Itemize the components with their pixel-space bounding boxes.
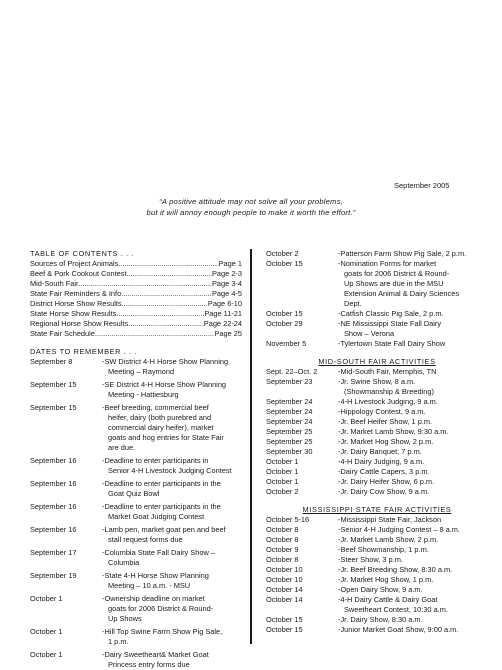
newsletter-date: September 2005 <box>394 181 450 190</box>
event-row <box>30 403 242 453</box>
event-date: September 23 <box>266 377 313 386</box>
right-column <box>266 249 488 635</box>
toc-leader-dots <box>128 319 204 329</box>
event-row <box>266 535 488 545</box>
event-description <box>102 650 242 670</box>
toc-leader-dots <box>95 329 215 339</box>
event-date: September 15 <box>30 403 77 412</box>
event-description-line: Meeting – Raymond <box>108 367 175 376</box>
event-date: September 24 <box>266 417 313 426</box>
toc-item-page: Page 11-21 <box>204 309 242 318</box>
event-description-line: -Deadline to enter participants in <box>102 456 209 465</box>
event-row <box>266 377 488 397</box>
event-date: November 5 <box>266 339 307 348</box>
event-date: October 29 <box>266 319 303 328</box>
toc-item-page: Page 25 <box>214 329 242 338</box>
event-row <box>266 487 488 497</box>
event-description-line: -Steer Show, 3 p.m. <box>338 555 403 564</box>
event-description-line: -Open Dairy Show, 9 a.m. <box>338 585 423 594</box>
event-description <box>338 259 488 309</box>
event-row <box>266 615 488 625</box>
event-description-line: -Beef breeding, commercial beef <box>102 403 209 412</box>
event-date: September 8 <box>30 357 73 366</box>
msfair-events-list <box>266 515 488 635</box>
event-description <box>102 479 242 499</box>
event-description <box>338 319 488 339</box>
event-date: September 19 <box>30 571 77 580</box>
toc-item-title: State Horse Show Results <box>30 309 117 318</box>
event-row <box>266 417 488 427</box>
event-row <box>266 515 488 525</box>
upcoming-events-list <box>266 249 488 349</box>
event-description-line: Market Goat Judging Contest <box>108 512 205 521</box>
event-row <box>30 594 242 624</box>
event-description-line: -Nomination Forms for market <box>338 259 437 268</box>
event-date: September 15 <box>30 380 77 389</box>
event-date: October 10 <box>266 565 303 574</box>
toc-item-title: District Horse Show Results <box>30 299 122 308</box>
event-description <box>338 367 488 377</box>
toc-item-title: Sources of Project Animals <box>30 259 119 268</box>
event-description-line: -Jr. Market Hog Show, 2 p.m. <box>338 437 434 446</box>
event-description-line: Up Shows <box>108 614 142 623</box>
event-description-line: -Dairy Cattle Capers, 3 p.m. <box>338 467 430 476</box>
toc-item-title: State Fair Reminders & Info <box>30 289 122 298</box>
event-description-line: -Jr. Dairy Show, 8:30 a.m. <box>338 615 423 624</box>
event-description-line: (Showmanship & Breeding) <box>344 387 434 396</box>
event-row <box>30 380 242 400</box>
event-description-line: heifer, dairy (both purebred and <box>108 413 212 422</box>
toc-item-title: Regional Horse Show Results <box>30 319 129 328</box>
event-date: October 2 <box>266 249 299 258</box>
event-description-line: -4-H Dairy Cattle & Dairy Goat <box>338 595 438 604</box>
event-description-line: -Jr. Beef Heifer Show, 1 p.m. <box>338 417 433 426</box>
event-row <box>266 595 488 615</box>
event-date: October 5-16 <box>266 515 310 524</box>
event-description <box>338 249 488 259</box>
event-row <box>266 625 488 635</box>
toc-item-title: Mid-South Fair <box>30 279 79 288</box>
event-row <box>266 397 488 407</box>
event-date: September 16 <box>30 456 77 465</box>
event-description-line: -Jr. Market Hog Show, 1 p.m. <box>338 575 434 584</box>
event-date: October 1 <box>30 594 63 603</box>
event-description <box>102 357 242 377</box>
event-row <box>266 319 488 339</box>
quote <box>0 197 502 218</box>
event-description <box>102 548 242 568</box>
event-description-line: -NE Mississippi State Fall Dairy <box>338 319 442 328</box>
toc-item-page: Page 2-3 <box>212 269 242 278</box>
event-row <box>266 427 488 437</box>
event-description <box>338 467 488 477</box>
event-row <box>266 467 488 477</box>
event-description-line: -Mid-South Fair, Memphis, TN <box>338 367 437 376</box>
event-description-line: -Senior 4-H Judging Contest – 8 a.m. <box>338 525 461 534</box>
event-row <box>30 525 242 545</box>
event-description <box>102 594 242 624</box>
quote-line: “A positive attitude may not solve all your problems, <box>159 197 343 206</box>
event-date: September 25 <box>266 437 313 446</box>
event-description-line: Meeting - Hattiesburg <box>108 390 179 399</box>
event-date: September 16 <box>30 479 77 488</box>
event-description <box>338 339 488 349</box>
event-description-line: -SW District 4-H Horse Show Planning <box>102 357 229 366</box>
event-description-line: -Ownership deadline on market <box>102 594 205 603</box>
toc-item <box>30 309 242 319</box>
event-row <box>30 650 242 670</box>
event-description-line: -Columbia State Fall Dairy Show – <box>102 548 215 557</box>
event-description <box>338 397 488 407</box>
event-description-line: Meeting – 10 a.m. - MSU <box>108 581 191 590</box>
event-description <box>338 377 488 397</box>
event-description-line: Up Shows are due in the MSU <box>344 279 444 288</box>
event-description-line: goats and hog entries for State Fair <box>108 433 224 442</box>
event-row <box>266 309 488 319</box>
event-description-line: are due. <box>108 443 136 452</box>
event-description-line: -Jr. Swine Show, 8 a.m. <box>338 377 416 386</box>
event-date: October 10 <box>266 575 303 584</box>
toc-item <box>30 329 242 339</box>
event-description-line: Goat Quiz Bowl <box>108 489 160 498</box>
event-description-line: -SE District 4-H Horse Show Planning <box>102 380 227 389</box>
event-description-line: -Jr. Market Lamb Show, 2 p.m. <box>338 535 439 544</box>
event-description-line: -Tylertown State Fall Dairy Show <box>338 339 446 348</box>
event-description <box>338 615 488 625</box>
event-row <box>30 571 242 591</box>
event-description <box>338 447 488 457</box>
event-date: October 1 <box>266 477 299 486</box>
event-description <box>338 477 488 487</box>
toc-heading: TABLE OF CONTENTS . . . <box>30 249 135 258</box>
event-description <box>338 525 488 535</box>
event-date: October 8 <box>266 535 299 544</box>
event-row <box>266 367 488 377</box>
event-date: September 16 <box>30 525 77 534</box>
event-description-line: -4-H Dairy Judging, 9 a.m. <box>338 457 425 466</box>
event-description-line: -Dairy Sweetheart& Market Goat <box>102 650 209 659</box>
event-date: October 1 <box>30 650 63 659</box>
event-description-line: Princess entry forms due <box>108 660 190 669</box>
toc-item <box>30 299 242 309</box>
event-row <box>266 407 488 417</box>
event-description-line: -Jr. Dairy Banquet, 7 p.m. <box>338 447 422 456</box>
event-date: October 1 <box>266 457 299 466</box>
event-row <box>266 437 488 447</box>
event-description <box>338 309 488 319</box>
event-date: October 8 <box>266 555 299 564</box>
event-description-line: Show – Verona <box>344 329 395 338</box>
event-row <box>266 565 488 575</box>
toc-item-page: Page 1 <box>218 259 242 268</box>
toc-list <box>30 259 242 339</box>
event-description-line: -Lamb pen, market goat pen and beef <box>102 525 226 534</box>
toc-leader-dots <box>127 269 212 279</box>
toc-leader-dots <box>122 299 208 309</box>
event-description-line: -Patterson Farm Show Pig Sale, 2 p.m. <box>338 249 467 258</box>
toc-item-page: Page 4-5 <box>212 289 242 298</box>
msfair-section-title: MISSISSIPPI STATE FAIR ACTIVITIES <box>302 505 452 514</box>
event-description-line: -Deadline to enter participants in the <box>102 502 221 511</box>
event-date: October 9 <box>266 545 299 554</box>
dates-list <box>30 357 242 670</box>
event-row <box>266 585 488 595</box>
midsouth-events-list <box>266 367 488 497</box>
event-description-line: -Jr. Beef Breeding Show, 8:30 a.m. <box>338 565 453 574</box>
event-description <box>338 437 488 447</box>
event-description-line: Extension Animal & Dairy Sciences <box>344 289 460 298</box>
toc-item-title: State Fair Schedule <box>30 329 95 338</box>
event-description-line: -Jr. Market Lamb Show, 9:30 a.m. <box>338 427 449 436</box>
event-description-line: stall request forms due <box>108 535 183 544</box>
toc-item-page: Page 22-24 <box>203 319 242 328</box>
left-column <box>30 249 242 670</box>
event-description <box>102 403 242 453</box>
event-description <box>338 535 488 545</box>
toc-item <box>30 269 242 279</box>
event-row <box>266 545 488 555</box>
event-date: October 14 <box>266 595 303 604</box>
event-description <box>338 595 488 615</box>
event-date: Sept. 22–Oct. 2 <box>266 367 318 376</box>
event-date: September 30 <box>266 447 313 456</box>
dates-heading: DATES TO REMEMBER . . . <box>30 347 138 356</box>
event-description-line: -Junior Market Goat Show, 9:00 a.m. <box>338 625 459 634</box>
event-description <box>338 625 488 635</box>
toc-item <box>30 319 242 329</box>
event-description-line: goats for 2006 District & Round- <box>344 269 450 278</box>
event-description <box>102 627 242 647</box>
event-description-line: -Mississippi State Fair, Jackson <box>338 515 442 524</box>
event-description <box>102 502 242 522</box>
event-description <box>102 456 242 476</box>
event-description <box>102 571 242 591</box>
toc-leader-dots <box>121 289 212 299</box>
column-divider <box>250 249 252 644</box>
event-description-line: -State 4-H Horse Show Planning <box>102 571 209 580</box>
event-row <box>266 259 488 309</box>
toc-leader-dots <box>116 309 204 319</box>
event-description <box>338 555 488 565</box>
midsouth-section-title: MID-SOUTH FAIR ACTIVITIES <box>318 357 436 366</box>
event-description <box>338 457 488 467</box>
event-description-line: -Jr. Dairy Heifer Show, 6 p.m. <box>338 477 435 486</box>
event-date: October 1 <box>30 627 63 636</box>
toc-item-page: Page 3-4 <box>212 279 242 288</box>
event-description <box>338 487 488 497</box>
event-description-line: Dept. <box>344 299 362 308</box>
event-description <box>338 585 488 595</box>
event-description <box>338 565 488 575</box>
event-date: October 1 <box>266 467 299 476</box>
event-row <box>266 525 488 535</box>
event-date: October 8 <box>266 525 299 534</box>
event-description-line: -Beef Showmanship, 1 p.m. <box>338 545 429 554</box>
event-date: October 15 <box>266 309 303 318</box>
event-row <box>266 575 488 585</box>
quote-line: but it will annoy enough people to make it worth the effort.” <box>146 207 356 217</box>
event-row <box>30 479 242 499</box>
event-date: September 25 <box>266 427 313 436</box>
event-description-line: -Hippology Contest, 9 a.m. <box>338 407 426 416</box>
event-row <box>30 456 242 476</box>
event-description <box>338 407 488 417</box>
toc-item <box>30 289 242 299</box>
event-date: October 15 <box>266 259 303 268</box>
event-date: September 16 <box>30 502 77 511</box>
event-description-line: -Hill Top Swine Farm Show Pig Sale, <box>102 627 223 636</box>
event-row <box>30 502 242 522</box>
event-row <box>30 357 242 377</box>
toc-item <box>30 259 242 269</box>
event-date: October 2 <box>266 487 299 496</box>
event-row <box>30 548 242 568</box>
event-description-line: commercial dairy heifer), market <box>108 423 214 432</box>
event-description <box>338 417 488 427</box>
toc-item-page: Page 6-10 <box>207 299 242 308</box>
event-description-line: 1 p.m. <box>108 637 129 646</box>
event-description <box>338 427 488 437</box>
event-description-line: Columbia <box>108 558 140 567</box>
event-row <box>266 555 488 565</box>
event-row <box>266 457 488 467</box>
event-date: October 15 <box>266 625 303 634</box>
event-description-line: Sweetheart Contest, 10:30 a.m. <box>344 605 448 614</box>
event-description <box>338 515 488 525</box>
event-date: October 14 <box>266 585 303 594</box>
event-date: October 15 <box>266 615 303 624</box>
event-description-line: -4-H Livestock Judging, 9 a.m. <box>338 397 438 406</box>
toc-item-title: Beef & Pork Cookout Contest <box>30 269 127 278</box>
event-description-line: Senior 4-H Livestock Judging Contest <box>108 466 232 475</box>
event-description-line: -Catfish Classic Pig Sale, 2 p.m. <box>338 309 444 318</box>
event-date: September 17 <box>30 548 77 557</box>
event-description-line: goats for 2006 District & Round- <box>108 604 214 613</box>
event-row <box>266 339 488 349</box>
event-description <box>338 545 488 555</box>
event-description <box>338 575 488 585</box>
event-description <box>102 380 242 400</box>
toc-leader-dots <box>118 259 218 269</box>
event-date: September 24 <box>266 407 313 416</box>
event-row <box>30 627 242 647</box>
event-description-line: -Deadline to enter participants in the <box>102 479 221 488</box>
event-row <box>266 447 488 457</box>
event-row <box>266 477 488 487</box>
event-description <box>102 525 242 545</box>
toc-leader-dots <box>78 279 212 289</box>
toc-item <box>30 279 242 289</box>
event-row <box>266 249 488 259</box>
event-date: September 24 <box>266 397 313 406</box>
event-description-line: -Jr. Dairy Cow Show, 9 a.m. <box>338 487 430 496</box>
